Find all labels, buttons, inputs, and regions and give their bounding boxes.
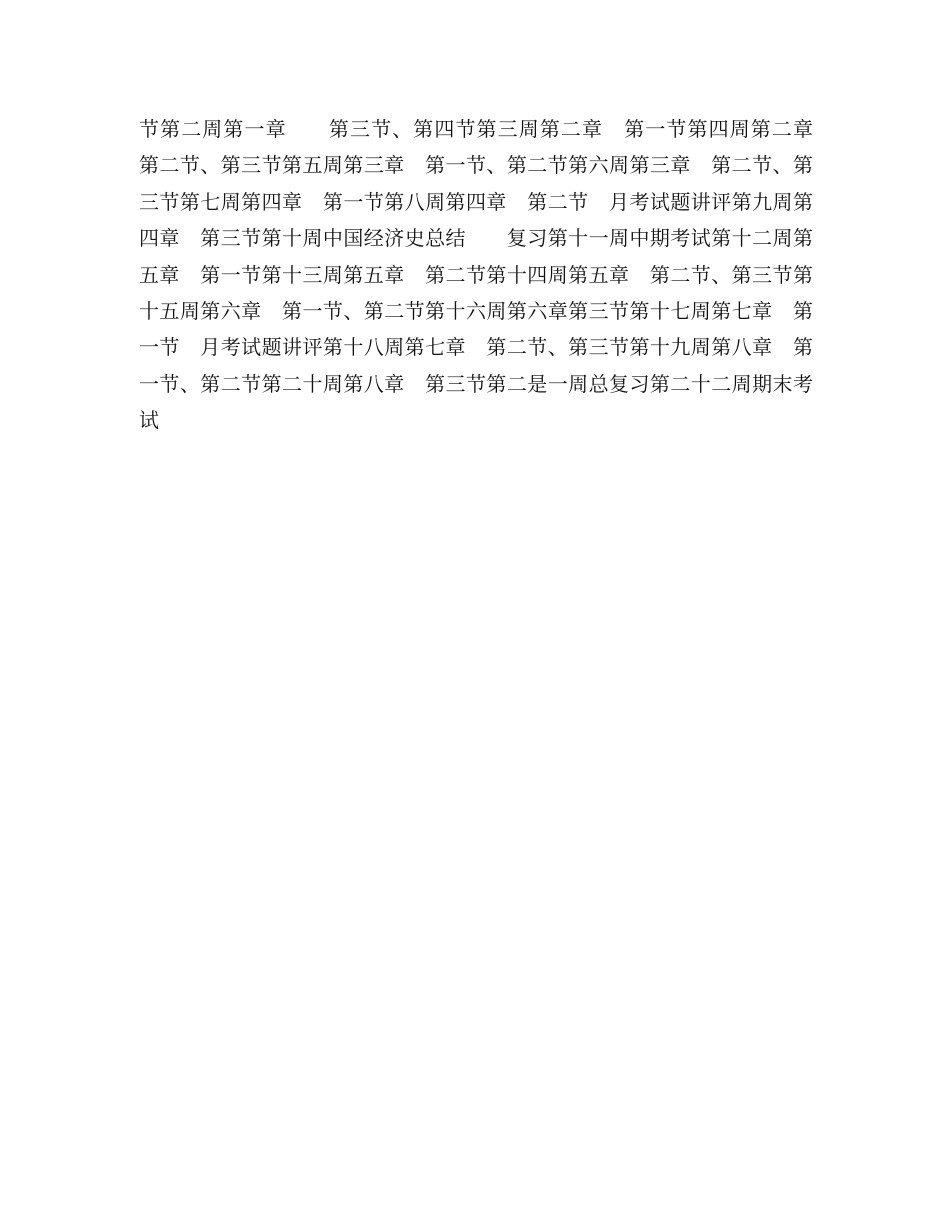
schedule-paragraph: 节第二周第一章 第三节、第四节第三周第二章 第一节第四周第二章 第二节、第三节第五周第三章 第一节、第二节第六周第三章 第二节、第三节第七周第四章 第一节第八周第四章 第二节 月考试题讲评第九周第四章 第三节第十周中国经济史总结 复习第十一周中期考试第十二周第五章 第一节第十三周第五章 第二节第十四周第五章 第二节、第三节第十五周第六章 第一节、第二节第十六周第六章第三节第十七周第七章 第一节 月考试题讲评第十八周第七章 第二节、第三节第十九周第八章 第一节、第二节第二十周第八章 第三节第二是一周总复习第二十二周期末考试 [139,117,833,433]
